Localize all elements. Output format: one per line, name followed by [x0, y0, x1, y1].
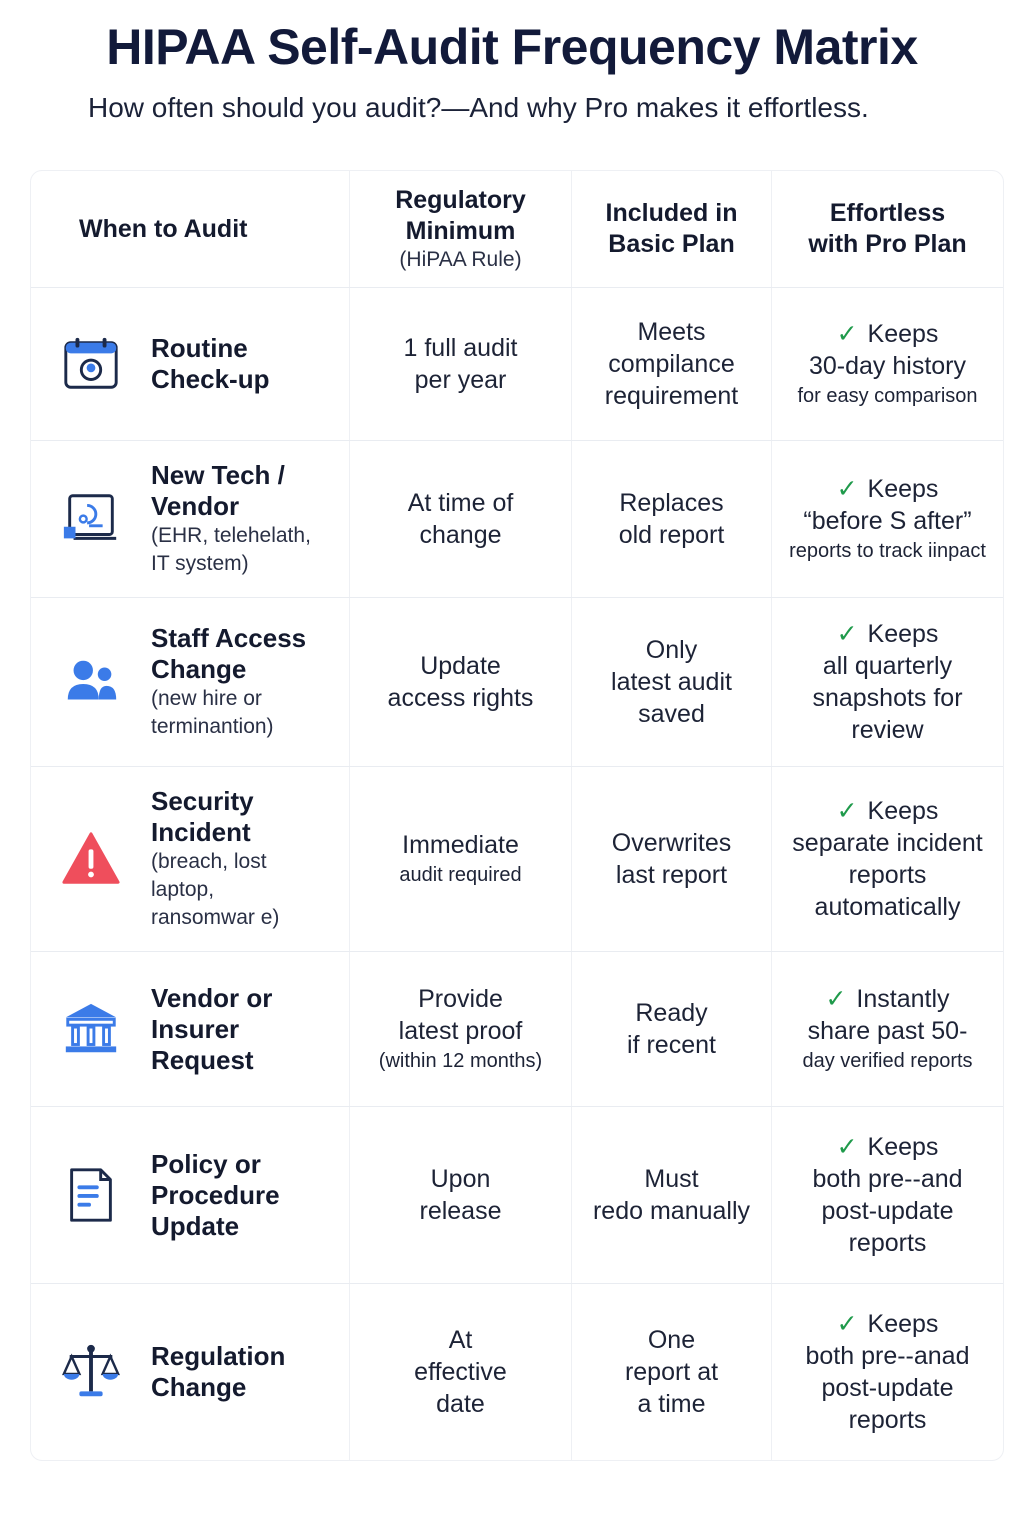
when-cell: [31, 598, 349, 766]
basic-cell: [571, 1284, 771, 1460]
table-header-row: [31, 171, 1003, 288]
calendar-icon: [31, 333, 151, 395]
pro-line: reports: [848, 861, 927, 889]
when-title-line: Change: [151, 1372, 247, 1402]
when-title-line: Procedure: [151, 1179, 280, 1210]
header-when: [31, 171, 349, 287]
when-detail-line: IT system): [151, 552, 249, 575]
table-row: [31, 1107, 1003, 1284]
basic-cell: [571, 441, 771, 597]
when-title-line: Update: [151, 1210, 240, 1241]
table-row: [31, 767, 1003, 952]
audit-matrix-table: [30, 170, 1004, 1461]
header-when-label: When to Audit: [79, 214, 248, 243]
when-text: [151, 623, 306, 741]
when-text: [151, 1341, 285, 1403]
pro-line: separate incident: [792, 829, 983, 857]
basic-cell: [571, 952, 771, 1106]
when-text: [151, 1149, 280, 1242]
pro-cell: [771, 767, 1003, 951]
basic-line: Overwrites: [611, 829, 732, 857]
basic-line: Meets: [637, 318, 706, 346]
pro-line: reports: [848, 1406, 927, 1434]
pro-cell: [771, 1284, 1003, 1460]
page-subtitle: How often should you audit?—And why Pro makes it effortless.: [88, 92, 869, 123]
basic-line: report at: [624, 1358, 719, 1386]
regulatory-line: effective: [414, 1358, 507, 1386]
when-detail-line: terminantion): [151, 715, 274, 738]
regulatory-line: At: [448, 1326, 473, 1354]
when-text: [151, 983, 272, 1076]
basic-line: Replaces: [619, 489, 724, 517]
pro-line: 30-day history: [808, 352, 967, 380]
when-title-line: Incident: [151, 817, 251, 847]
when-title-line: New Tech /: [151, 460, 285, 490]
regulatory-line: release: [419, 1197, 502, 1225]
table-row: [31, 288, 1003, 441]
pro-line: both pre--and: [812, 1165, 963, 1193]
pro-line: post-update: [821, 1374, 954, 1402]
when-title-line: Policy or: [151, 1148, 261, 1179]
basic-cell: [571, 767, 771, 951]
when-detail-line: (breach, lost: [151, 850, 267, 873]
when-text: [151, 786, 279, 932]
pro-cell: [771, 598, 1003, 766]
pro-first-line: [837, 318, 939, 350]
basic-line: Ready: [635, 999, 708, 1027]
pro-cell: [771, 441, 1003, 597]
basic-line: latest audit: [611, 668, 732, 696]
pro-lead-word: Instantly: [856, 985, 950, 1013]
regulatory-cell: [349, 441, 571, 597]
pro-first-line: [837, 473, 939, 505]
header-basic-line2: Basic Plan: [608, 230, 735, 258]
when-title-line: Vendor or: [151, 982, 273, 1013]
pro-line: “before S after”: [803, 507, 972, 535]
regulatory-line: At time of: [407, 489, 514, 517]
header-regulatory-line2: Minimum: [405, 217, 516, 245]
pro-cell: [771, 1107, 1003, 1283]
checkmark-icon: ✓: [836, 620, 858, 648]
basic-cell: [571, 1107, 771, 1283]
table-row: [31, 952, 1003, 1107]
checkmark-icon: ✓: [825, 985, 847, 1013]
checkmark-icon: ✓: [836, 1310, 858, 1338]
pro-first-line: [837, 795, 939, 827]
basic-line: a time: [637, 1390, 706, 1418]
bank-icon: [31, 998, 151, 1060]
basic-line: redo manually: [592, 1197, 751, 1225]
when-title-line: Request: [151, 1044, 254, 1075]
when-cell: [31, 767, 349, 951]
header-basic: [571, 171, 771, 287]
regulatory-line: per year: [414, 366, 507, 394]
pro-line: reports: [848, 1229, 927, 1257]
regulatory-cell: [349, 767, 571, 951]
pro-lead-word: Keeps: [867, 1133, 939, 1161]
when-title-line: Change: [151, 654, 247, 684]
checkmark-icon: ✓: [836, 1133, 858, 1161]
when-text: [151, 333, 269, 395]
regulatory-note: audit required: [399, 864, 522, 886]
warning-icon: [31, 828, 151, 890]
pro-lead-word: Keeps: [867, 797, 939, 825]
pro-first-line: [837, 618, 939, 650]
regulatory-note: (within 12 months): [378, 1050, 543, 1072]
regulatory-line: access rights: [387, 684, 534, 712]
basic-line: Must: [644, 1165, 699, 1193]
when-detail-line: laptop,: [151, 878, 215, 901]
when-title-line: Check-up: [151, 364, 270, 394]
pro-first-line: [837, 1131, 939, 1163]
table-body: [31, 288, 1003, 1460]
pro-line: review: [851, 716, 924, 744]
when-title-line: Vendor: [151, 491, 240, 521]
regulatory-line: change: [419, 521, 502, 549]
table-row: [31, 1284, 1003, 1460]
regulatory-line: date: [436, 1390, 485, 1418]
when-title-line: Staff Access: [151, 623, 307, 653]
when-cell: [31, 288, 349, 440]
pro-first-line: [825, 983, 949, 1015]
header-regulatory-note: (HiPAA Rule): [399, 248, 522, 271]
regulatory-line: Upon: [430, 1165, 491, 1193]
header-pro: [771, 171, 1003, 287]
basic-cell: [571, 288, 771, 440]
header-basic-line1: Included in: [605, 199, 738, 227]
when-title-line: Routine: [151, 333, 248, 363]
regulatory-line: latest proof: [398, 1017, 523, 1045]
pro-cell: [771, 952, 1003, 1106]
header-pro-line2: with Pro Plan: [808, 230, 967, 258]
regulatory-line: Provide: [418, 985, 503, 1013]
pro-first-line: [837, 1308, 939, 1340]
basic-cell: [571, 598, 771, 766]
basic-line: if recent: [627, 1031, 716, 1059]
pro-line: both pre--anad: [805, 1342, 970, 1370]
people-icon: [31, 651, 151, 713]
when-cell: [31, 1284, 349, 1460]
pro-note: day verified reports: [802, 1050, 973, 1072]
basic-line: last report: [615, 861, 728, 889]
pro-note: for easy comparison: [797, 385, 978, 407]
pro-line: share past 50-: [807, 1017, 968, 1045]
when-cell: [31, 441, 349, 597]
tech-monitor-icon: [31, 488, 151, 550]
basic-line: One: [647, 1326, 696, 1354]
pro-lead-word: Keeps: [867, 475, 939, 503]
pro-note: reports to track iinpact: [789, 540, 986, 562]
pro-line: all quarterly: [822, 652, 953, 680]
pro-line: post-update: [821, 1197, 954, 1225]
when-cell: [31, 1107, 349, 1283]
pro-lead-word: Keeps: [867, 620, 939, 648]
pro-line: automatically: [814, 893, 961, 921]
basic-line: Only: [645, 636, 698, 664]
table-row: [31, 441, 1003, 598]
when-detail-line: (new hire or: [151, 687, 262, 710]
pro-lead-word: Keeps: [867, 320, 939, 348]
basic-line: old report: [618, 521, 725, 549]
when-title-line: Security: [151, 786, 254, 816]
basic-line: compilance: [608, 350, 735, 378]
when-detail-line: (EHR, telehelath,: [151, 524, 311, 547]
regulatory-line: Immediate: [402, 831, 519, 859]
header-regulatory-line1: Regulatory: [395, 186, 526, 214]
header-regulatory: [349, 171, 571, 287]
pro-cell: [771, 288, 1003, 440]
header-pro-line1: Effortless: [829, 199, 946, 227]
when-title-line: Insurer: [151, 1013, 240, 1044]
basic-line: requirement: [604, 382, 739, 410]
regulatory-cell: [349, 1107, 571, 1283]
regulatory-cell: [349, 598, 571, 766]
when-text: [151, 460, 311, 578]
pro-line: snapshots for: [812, 684, 963, 712]
table-row: [31, 598, 1003, 767]
regulatory-cell: [349, 952, 571, 1106]
scales-icon: [31, 1341, 151, 1403]
when-title-line: Regulation: [151, 1341, 286, 1371]
regulatory-line: Update: [420, 652, 501, 680]
regulatory-cell: [349, 1284, 571, 1460]
checkmark-icon: ✓: [836, 475, 858, 503]
when-cell: [31, 952, 349, 1106]
document-icon: [31, 1164, 151, 1226]
regulatory-line: 1 full audit: [403, 334, 518, 362]
checkmark-icon: ✓: [836, 320, 858, 348]
regulatory-cell: [349, 288, 571, 440]
checkmark-icon: ✓: [836, 797, 858, 825]
when-detail-line: ransomwar e): [151, 906, 280, 929]
pro-lead-word: Keeps: [867, 1310, 939, 1338]
page-title: HIPAA Self-Audit Frequency Matrix: [106, 19, 918, 75]
basic-line: saved: [638, 700, 705, 728]
